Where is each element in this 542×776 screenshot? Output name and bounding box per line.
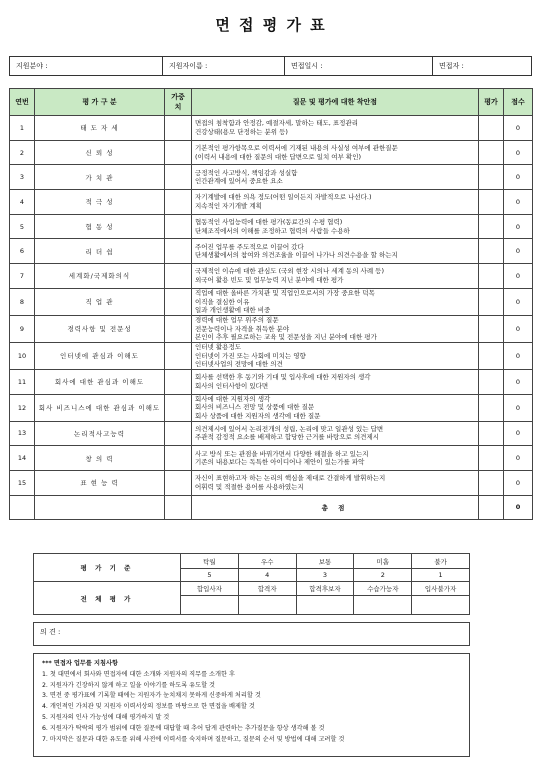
criteria-line: 회사 상품에 대한 지원자의 생각에 대한 질문 bbox=[195, 411, 321, 420]
criteria-line: 일과 개인생활에 대한 비중 bbox=[195, 306, 271, 315]
col-header-score: 점수 bbox=[504, 89, 533, 116]
weight-cell[interactable] bbox=[165, 288, 192, 315]
criteria-cell bbox=[192, 470, 479, 495]
criteria-line: 회사의 인터사항이 있다면 bbox=[195, 381, 269, 390]
criteria-cell bbox=[192, 239, 479, 264]
criteria-line: 국제적인 이슈에 대한 관심도 (국외 현장 시의나 세계 동의 사례 등) bbox=[195, 267, 384, 276]
row-number: 2 bbox=[10, 140, 35, 165]
evaluation-item: 태 도 자 세 bbox=[35, 116, 165, 141]
evaluation-item: 논리적사고능력 bbox=[35, 421, 165, 446]
table-row bbox=[10, 288, 533, 315]
criteria-label: 평 가 기 준 bbox=[34, 554, 181, 582]
weight-cell[interactable] bbox=[165, 342, 192, 369]
row-number: 11 bbox=[10, 369, 35, 394]
criteria-line: 자기계발에 대한 의욕 정도(어떤 일이든지 자발적으로 나선다.) bbox=[195, 193, 372, 202]
table-row bbox=[10, 446, 533, 471]
rating-cell[interactable] bbox=[479, 315, 504, 342]
grade-label: 보통 bbox=[296, 554, 354, 569]
weight-cell[interactable] bbox=[165, 239, 192, 264]
table-row bbox=[10, 214, 533, 239]
weight-cell[interactable] bbox=[165, 369, 192, 394]
evaluation-item: 표 현 능 력 bbox=[35, 470, 165, 495]
criteria-table bbox=[33, 553, 470, 615]
criteria-cell bbox=[192, 116, 479, 141]
criteria-line: 면접의 침착함과 안정감, 예절자세, 말하는 태도, 표정관리 bbox=[195, 119, 359, 128]
col-header-weight: 가중치 bbox=[165, 89, 192, 116]
note-item: 6. 지원자가 탁락의 평가 범위에 대한 질문에 대답할 때 추어 답게 관련하는 추가질문을 항상 생각해 볼 것 bbox=[42, 724, 325, 732]
rating-cell[interactable] bbox=[479, 369, 504, 394]
overall-check-cell[interactable] bbox=[296, 596, 354, 615]
row-number: 4 bbox=[10, 190, 35, 215]
row-number: 5 bbox=[10, 214, 35, 239]
criteria-line: 자신이 표현하고자 하는 논리의 핵심을 제대로 간결하게 발휘하는지 bbox=[195, 474, 386, 483]
weight-cell[interactable] bbox=[165, 214, 192, 239]
evaluation-item: 회사 비즈니스에 대한 관심과 이해도 bbox=[35, 394, 165, 421]
criteria-cell bbox=[192, 421, 479, 446]
row-number: 13 bbox=[10, 421, 35, 446]
note-item: 1. 첫 대면에서 회사와 면접자에 대한 소개와 지원자의 직무를 소개한 후 bbox=[42, 670, 235, 678]
rating-cell[interactable] bbox=[479, 394, 504, 421]
criteria-line: 긍정적인 사고방식, 책임감과 성실함 bbox=[195, 168, 298, 177]
criteria-line: 단체조직에서의 이해를 조정하고 협력의 사람들 수용하 bbox=[195, 226, 350, 235]
criteria-line: 협동적인 사업능력에 대한 평가(동료간의 수평 협력) bbox=[195, 218, 343, 227]
weight-cell[interactable] bbox=[165, 315, 192, 342]
criteria-cell bbox=[192, 190, 479, 215]
criteria-line: 인간관계에 있어서 중요한 요소 bbox=[195, 177, 283, 186]
rating-cell[interactable] bbox=[479, 421, 504, 446]
note-item: 7. 마지막은 질문과 대한 유도를 위해 사전에 이력서를 숙지하며 질문하고, 질문의 순서 및 방법에 대해 고려할 것 bbox=[42, 735, 345, 743]
overall-option: 수습가능자 bbox=[354, 582, 412, 596]
criteria-line: 회사를 선택한 후 동기와 기대 및 입사후에 대한 지원자의 생각 bbox=[195, 373, 371, 382]
table-row bbox=[10, 394, 533, 421]
interviewer-notes bbox=[33, 653, 470, 757]
evaluation-item: 신 뢰 성 bbox=[35, 140, 165, 165]
weight-cell[interactable] bbox=[165, 264, 192, 289]
rating-cell[interactable] bbox=[479, 288, 504, 315]
criteria-line: 주관적 감정적 요소를 배제하고 합당한 근거를 바탕으로 의견제시 bbox=[195, 433, 379, 442]
score-value: 0 bbox=[504, 239, 533, 264]
score-value: 0 bbox=[504, 190, 533, 215]
rating-cell[interactable] bbox=[479, 264, 504, 289]
evaluation-item: 인터넷에 관심과 이해도 bbox=[35, 342, 165, 369]
total-row bbox=[10, 495, 533, 520]
rating-cell[interactable] bbox=[479, 116, 504, 141]
table-row bbox=[10, 421, 533, 446]
criteria-cell bbox=[192, 394, 479, 421]
name-label: 지원자이름 : bbox=[163, 57, 285, 75]
evaluation-item: 협 동 성 bbox=[35, 214, 165, 239]
note-item: 5. 지원자의 인사 가능성에 대해 평가하지 말 것 bbox=[42, 713, 170, 721]
rating-cell[interactable] bbox=[479, 214, 504, 239]
criteria-line: 기본적인 평가항목으로 이력서에 기재된 내용의 사실성 여부에 관한질문 bbox=[195, 144, 398, 153]
score-value: 0 bbox=[504, 470, 533, 495]
criteria-cell bbox=[192, 264, 479, 289]
overall-label: 전 체 평 가 bbox=[34, 582, 181, 615]
overall-check-cell[interactable] bbox=[354, 596, 412, 615]
col-header-no: 연번 bbox=[10, 89, 35, 116]
weight-cell[interactable] bbox=[165, 190, 192, 215]
rating-cell[interactable] bbox=[479, 446, 504, 471]
criteria-cell bbox=[192, 288, 479, 315]
total-score: 0 bbox=[504, 495, 533, 520]
criteria-line: 기존의 내용보다는 독특한 아이디어나 제안이 있는가를 파악 bbox=[195, 458, 365, 467]
criteria-line: 전문능력이나 자격을 취득한 분야 bbox=[195, 324, 290, 333]
table-row bbox=[10, 470, 533, 495]
notes-title: *** 면접자 업무를 지침사항 bbox=[42, 660, 118, 667]
criteria-line: 본인이 추후 필요로하는 교육 및 전문성을 지닌 분야에 대한 평가 bbox=[195, 333, 377, 342]
page-title: 면 접 평 가 표 bbox=[215, 16, 327, 34]
score-value: 0 bbox=[504, 394, 533, 421]
evaluation-item: 회사에 대한 관심과 이해도 bbox=[35, 369, 165, 394]
col-header-rating: 평가 bbox=[479, 89, 504, 116]
criteria-line: 회사에 대한 지원자의 생각 bbox=[195, 394, 271, 403]
rating-cell[interactable] bbox=[479, 190, 504, 215]
grade-label: 탁월 bbox=[181, 554, 239, 569]
score-value: 0 bbox=[504, 165, 533, 190]
criteria-cell bbox=[192, 446, 479, 471]
field-label: 지원분야 : bbox=[10, 57, 163, 75]
row-number: 1 bbox=[10, 116, 35, 141]
weight-cell[interactable] bbox=[165, 116, 192, 141]
table-row bbox=[10, 264, 533, 289]
criteria-cell bbox=[192, 315, 479, 342]
row-number: 7 bbox=[10, 264, 35, 289]
row-number: 3 bbox=[10, 165, 35, 190]
row-number: 6 bbox=[10, 239, 35, 264]
table-row bbox=[10, 140, 533, 165]
score-value: 0 bbox=[504, 140, 533, 165]
weight-cell[interactable] bbox=[165, 470, 192, 495]
weight-cell[interactable] bbox=[165, 446, 192, 471]
criteria-line: 인터넷사업의 전망에 대한 의견 bbox=[195, 360, 283, 369]
criteria-line: 의견제시에 있어서 논리전개의 성립, 논리에 맞고 일관성 있는 답변 bbox=[195, 424, 384, 433]
evaluation-item: 경력사항 및 전문성 bbox=[35, 315, 165, 342]
criteria-line: 사고 방식 또는 관점을 바꿔가면서 다양한 해결을 하고 있는지 bbox=[195, 449, 369, 458]
evaluation-item: 리 더 쉽 bbox=[35, 239, 165, 264]
evaluation-table bbox=[9, 88, 533, 520]
row-number: 12 bbox=[10, 394, 35, 421]
criteria-line: 건강상태(용모 단정하는 분위 등) bbox=[195, 127, 288, 136]
interviewer-label: 면접자 : bbox=[439, 62, 464, 70]
overall-option: 입사불가자 bbox=[412, 582, 470, 596]
criteria-cell bbox=[192, 140, 479, 165]
row-number: 8 bbox=[10, 288, 35, 315]
evaluation-item: 적 극 성 bbox=[35, 190, 165, 215]
score-value: 0 bbox=[504, 446, 533, 471]
score-value: 0 bbox=[504, 342, 533, 369]
grade-points: 5 bbox=[181, 569, 239, 582]
weight-cell[interactable] bbox=[165, 140, 192, 165]
row-number: 9 bbox=[10, 315, 35, 342]
table-row bbox=[10, 342, 533, 369]
criteria-cell bbox=[192, 165, 479, 190]
evaluation-item: 가 치 관 bbox=[35, 165, 165, 190]
criteria-line: 어휘력 및 적절한 용어를 사용하였는지 bbox=[195, 482, 304, 491]
overall-check-cell[interactable] bbox=[238, 596, 296, 615]
opinion-box[interactable] bbox=[33, 622, 470, 646]
overall-option: 합격자 bbox=[238, 582, 296, 596]
overall-check-cell[interactable] bbox=[181, 596, 239, 615]
score-value: 0 bbox=[504, 264, 533, 289]
weight-cell[interactable] bbox=[165, 165, 192, 190]
criteria-line: 인터넷이 가진 또는 사회에 미치는 영향 bbox=[195, 351, 306, 360]
score-value: 0 bbox=[504, 288, 533, 315]
note-item: 3. 면전 중 평가표에 기록할 때에는 지원자가 눈치채지 못하게 신중하게 처리할 것 bbox=[42, 692, 261, 700]
table-row bbox=[10, 165, 533, 190]
applicant-info-row bbox=[9, 56, 532, 76]
criteria-line: 인터넷 활용정도 bbox=[195, 343, 242, 352]
grade-points: 3 bbox=[296, 569, 354, 582]
criteria-cell bbox=[192, 214, 479, 239]
criteria-line: 외국어 활용 빈도 및 업무능력 지닌 분야에 대한 평가 bbox=[195, 275, 344, 284]
score-value: 0 bbox=[504, 369, 533, 394]
col-header-criteria: 질문 및 평가에 대한 착안점 bbox=[192, 89, 479, 116]
evaluation-item: 직 업 관 bbox=[35, 288, 165, 315]
col-header-item: 평 가 구 분 bbox=[35, 89, 165, 116]
criteria-line: 단체생활에서의 참여와 의견조율을 이끌어 나가나 의견수용을 할 하는지 bbox=[195, 251, 398, 260]
total-label: 총 점 bbox=[192, 495, 479, 520]
evaluation-item: 세계화/국제화의식 bbox=[35, 264, 165, 289]
note-item: 4. 개인적인 가치관 및 지원자 이력서상의 정보를 바탕으로 한 면접을 배제할 것 bbox=[42, 703, 255, 711]
grade-points: 1 bbox=[412, 569, 470, 582]
criteria-line: 직업에 대한 올바른 가치관 및 직업인으로서의 가장 중요한 덕목 bbox=[195, 289, 375, 298]
score-value: 0 bbox=[504, 315, 533, 342]
rating-cell[interactable] bbox=[479, 470, 504, 495]
rating-cell[interactable] bbox=[479, 342, 504, 369]
note-item: 2. 지원자가 긴장하지 않게 하고 일을 이야기를 하도록 유도할 것 bbox=[42, 681, 216, 689]
row-number: 14 bbox=[10, 446, 35, 471]
total-rating-cell[interactable] bbox=[479, 495, 504, 520]
overall-option: 합입사자 bbox=[181, 582, 239, 596]
score-value: 0 bbox=[504, 421, 533, 446]
weight-cell[interactable] bbox=[165, 394, 192, 421]
criteria-line: 회사의 비즈니스 전망 및 상품에 대한 질문 bbox=[195, 403, 315, 412]
score-value: 0 bbox=[504, 116, 533, 141]
criteria-line: 지속적인 자기개발 계획 bbox=[195, 201, 262, 210]
criteria-line: 경력에 대한 업무 위주의 질문 bbox=[195, 316, 279, 325]
date-label: 면접일시 : bbox=[285, 57, 433, 75]
criteria-cell bbox=[192, 369, 479, 394]
grade-label: 우수 bbox=[238, 554, 296, 569]
table-row bbox=[10, 190, 533, 215]
opinion-label: 의 견 : bbox=[40, 628, 61, 636]
grade-label: 불가 bbox=[412, 554, 470, 569]
grade-points: 4 bbox=[238, 569, 296, 582]
table-row bbox=[10, 116, 533, 141]
table-row bbox=[10, 315, 533, 342]
table-header-row bbox=[10, 89, 533, 116]
rating-cell[interactable] bbox=[479, 140, 504, 165]
overall-option: 합격후보자 bbox=[296, 582, 354, 596]
criteria-line: 이직을 결심한 이유 bbox=[195, 297, 250, 306]
evaluation-item: 창 의 력 bbox=[35, 446, 165, 471]
table-row bbox=[10, 369, 533, 394]
score-value: 0 bbox=[504, 214, 533, 239]
criteria-line: (이력서 내용에 대한 질문의 대한 답변으로 일치 여부 확인) bbox=[195, 152, 362, 161]
criteria-cell bbox=[192, 342, 479, 369]
grade-points: 2 bbox=[354, 569, 412, 582]
weight-cell[interactable] bbox=[165, 421, 192, 446]
row-number: 15 bbox=[10, 470, 35, 495]
rating-cell[interactable] bbox=[479, 165, 504, 190]
table-row bbox=[10, 239, 533, 264]
grade-label: 미흡 bbox=[354, 554, 412, 569]
row-number: 10 bbox=[10, 342, 35, 369]
rating-cell[interactable] bbox=[479, 239, 504, 264]
overall-check-cell[interactable] bbox=[412, 596, 470, 615]
criteria-line: 주어진 업무를 주도적으로 이끌어 갔다 bbox=[195, 242, 304, 251]
